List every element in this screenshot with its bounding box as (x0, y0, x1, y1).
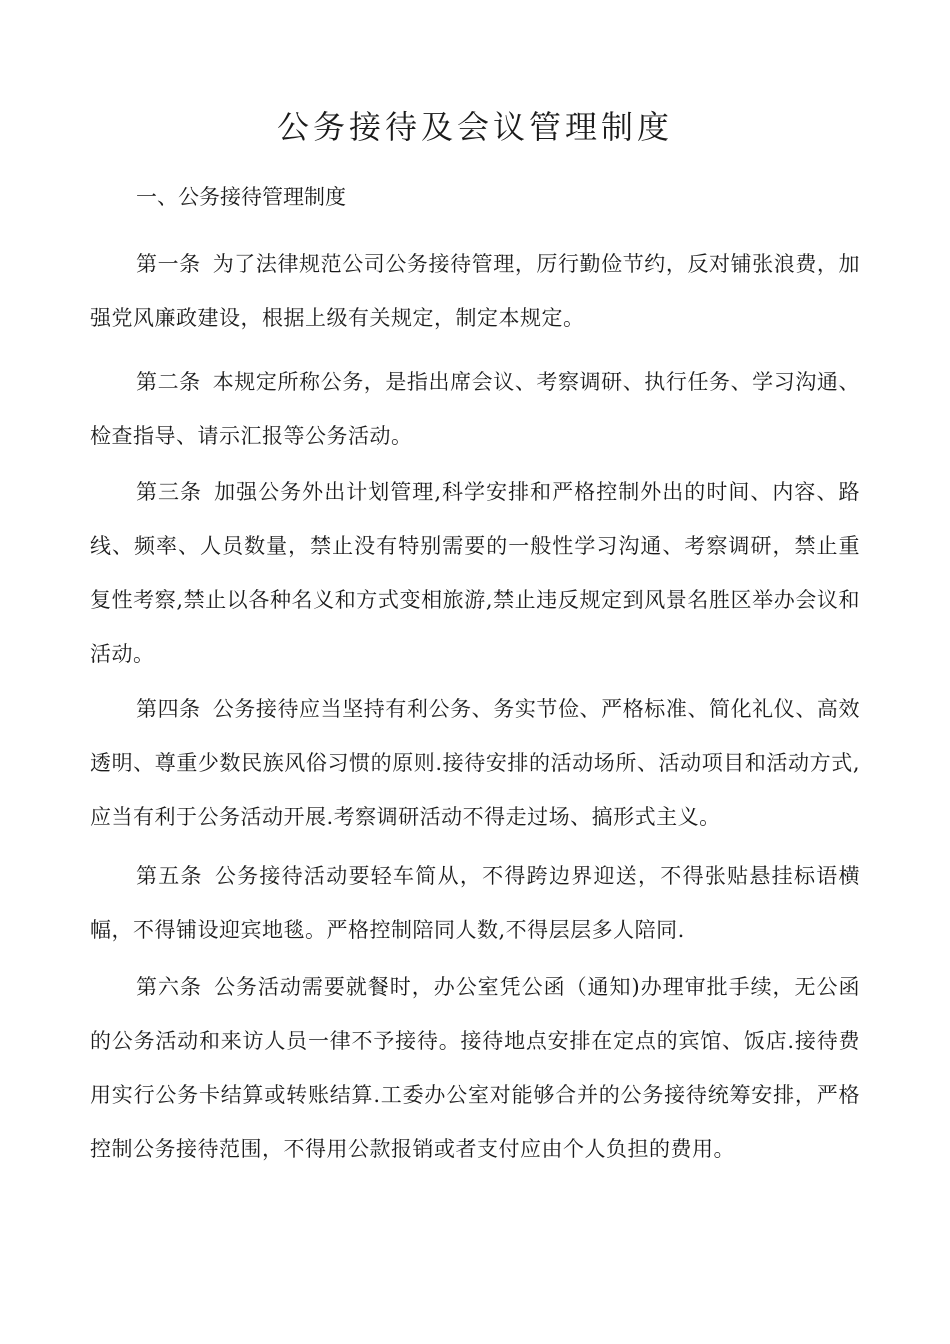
article-number: 第二条 (136, 370, 201, 394)
article-3 (90, 465, 860, 681)
article-number: 第一条 (136, 252, 201, 276)
document-title: 公务接待及会议管理制度 (276, 108, 673, 146)
article-number: 第三条 (136, 480, 203, 504)
article-number: 第四条 (136, 697, 201, 721)
article-1 (90, 237, 860, 345)
section-heading: 一、公务接待管理制度 (136, 185, 346, 209)
article-text: 公务接待应当坚持有利公务、务实节俭、严格标准、简化礼仪、高效透明、尊重少数民族风俗习惯的原则.接待安排的活动场所、活动项目和活动方式,应当有利于公务活动开展.考察调研活动不得走过场、搞形式主义。 (90, 697, 860, 829)
article-text: 公务活动需要就餐时，办公室凭公函（通知)办理审批手续，无公函的公务活动和来访人员一律不予接待。接待地点安排在定点的宾馆、饭店.接待费用实行公务卡结算或转账结算.工委办公室对能够合并的公务接待统筹安排，严格控制公务接待范围，不得用公款报销或者支付应由个人负担的费用。 (90, 975, 860, 1161)
article-text: 加强公务外出计划管理,科学安排和严格控制外出的时间、内容、路线、频率、人员数量，禁止没有特别需要的一般性学习沟通、考察调研，禁止重复性考察,禁止以各种名义和方式变相旅游,禁止违反规定到风景名胜区举办会议和活动。 (90, 480, 860, 666)
article-6 (90, 960, 860, 1176)
article-text: 本规定所称公务，是指出席会议、考察调研、执行任务、学习沟通、检查指导、请示汇报等公务活动。 (90, 370, 860, 448)
article-text: 为了法律规范公司公务接待管理，厉行勤俭节约，反对铺张浪费，加强党风廉政建设，根据上级有关规定，制定本规定。 (90, 252, 860, 330)
article-5 (90, 849, 860, 957)
article-2 (90, 355, 860, 463)
article-text: 公务接待活动要轻车简从，不得跨边界迎送，不得张贴悬挂标语横幅，不得铺设迎宾地毯。严格控制陪同人数,不得层层多人陪同. (90, 864, 861, 942)
article-number: 第五条 (136, 864, 203, 888)
article-4 (90, 682, 860, 844)
article-number: 第六条 (136, 975, 202, 999)
